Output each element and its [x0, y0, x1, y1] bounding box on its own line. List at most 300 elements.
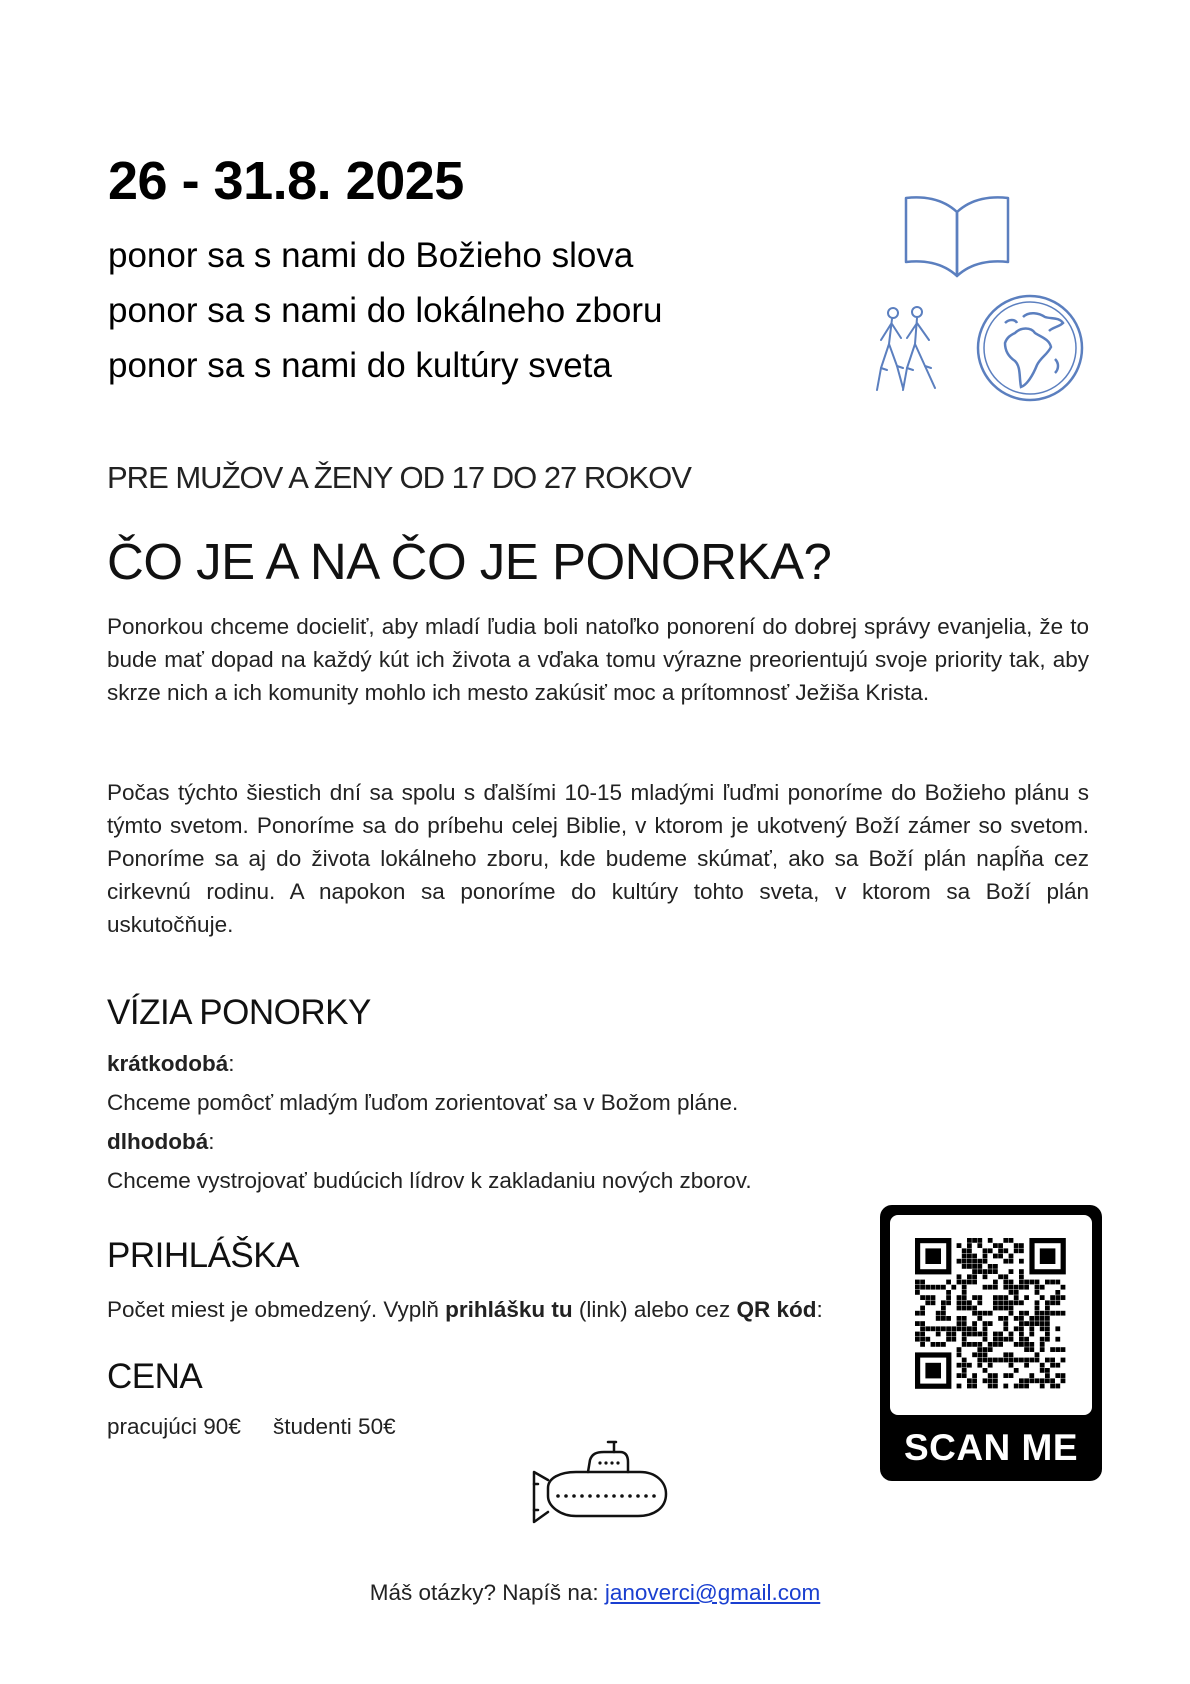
short-term-label: krátkodobá: [107, 1051, 229, 1076]
qr-module: [998, 1337, 1003, 1342]
qr-module: [998, 1243, 1003, 1248]
qr-module: [920, 1295, 925, 1300]
qr-module: [1035, 1290, 1040, 1295]
qr-module: [977, 1352, 982, 1357]
qr-module: [925, 1285, 930, 1290]
qr-module: [1029, 1326, 1034, 1331]
qr-module: [972, 1311, 977, 1316]
qr-module: [1019, 1384, 1024, 1389]
qr-module: [998, 1254, 1003, 1259]
qr-module: [998, 1316, 1003, 1321]
price-heading: CENA: [107, 1357, 203, 1396]
qr-module: [1040, 1295, 1045, 1300]
qr-module: [951, 1285, 956, 1290]
qr-module: [972, 1295, 977, 1300]
tagline-word: ponor sa s nami do Božieho slova: [108, 236, 634, 275]
qr-module: [957, 1295, 962, 1300]
qr-module: [931, 1300, 936, 1305]
qr-code: [890, 1215, 1092, 1415]
qr-module: [957, 1259, 962, 1264]
qr-module: [993, 1264, 998, 1269]
qr-module: [967, 1378, 972, 1383]
qr-module: [920, 1321, 925, 1326]
qr-module: [1019, 1274, 1024, 1279]
qr-module: [988, 1384, 993, 1389]
qr-module: [1040, 1321, 1045, 1326]
qr-module: [1014, 1368, 1019, 1373]
registration-text-before: Počet miest je obmedzený. Vyplň: [107, 1297, 446, 1322]
qr-module: [1003, 1285, 1008, 1290]
qr-module: [1009, 1285, 1014, 1290]
qr-module: [988, 1285, 993, 1290]
qr-module: [946, 1280, 951, 1285]
qr-module: [920, 1326, 925, 1331]
qr-module: [1055, 1337, 1060, 1342]
qr-module: [1029, 1332, 1034, 1337]
qr-module: [1014, 1358, 1019, 1363]
qr-module: [998, 1332, 1003, 1337]
qr-module: [1003, 1295, 1008, 1300]
qr-module: [1061, 1295, 1066, 1300]
qr-module: [988, 1373, 993, 1378]
qr-module: [1055, 1347, 1060, 1352]
qr-module: [1040, 1337, 1045, 1342]
qr-module: [1040, 1285, 1045, 1290]
registration-text-middle: (link) alebo cez: [572, 1297, 737, 1322]
qr-module: [1035, 1378, 1040, 1383]
main-heading: ČO JE A NA ČO JE PONORKA?: [107, 533, 832, 590]
qr-module: [977, 1238, 982, 1243]
qr-module: [983, 1259, 988, 1264]
qr-module: [1029, 1316, 1034, 1321]
qr-module: [957, 1373, 962, 1378]
qr-module: [957, 1316, 962, 1321]
qr-module: [1009, 1311, 1014, 1316]
qr-module: [972, 1238, 977, 1243]
qr-module: [977, 1259, 982, 1264]
qr-module: [962, 1248, 967, 1253]
qr-module: [988, 1363, 993, 1368]
qr-module: [941, 1316, 946, 1321]
qr-module: [1040, 1368, 1045, 1373]
qr-module: [972, 1321, 977, 1326]
qr-module: [998, 1342, 1003, 1347]
qr-module: [925, 1295, 930, 1300]
qr-module: [988, 1238, 993, 1243]
qr-module: [1029, 1347, 1034, 1352]
qr-module: [998, 1248, 1003, 1253]
qr-module: [1019, 1337, 1024, 1342]
qr-module: [993, 1342, 998, 1347]
qr-module: [920, 1332, 925, 1337]
qr-module: [993, 1332, 998, 1337]
qr-module: [977, 1316, 982, 1321]
qr-module: [972, 1378, 977, 1383]
qr-module: [1024, 1337, 1029, 1342]
qr-module: [972, 1269, 977, 1274]
qr-module: [915, 1280, 920, 1285]
qr-module: [983, 1274, 988, 1279]
qr-module: [915, 1311, 920, 1316]
event-date: 26 - 31.8. 2025: [108, 151, 464, 211]
qr-module: [1040, 1342, 1045, 1347]
qr-module: [1019, 1342, 1024, 1347]
contact-email-link[interactable]: janoverci@gmail.com: [604, 1580, 821, 1605]
qr-module: [1003, 1274, 1008, 1279]
qr-module: [1035, 1306, 1040, 1311]
qr-module: [1050, 1363, 1055, 1368]
qr-module: [1050, 1280, 1055, 1285]
qr-module: [972, 1254, 977, 1259]
vision-heading: VÍZIA PONORKY: [107, 993, 371, 1032]
qr-module: [983, 1321, 988, 1326]
qr-module: [972, 1326, 977, 1331]
qr-module: [993, 1269, 998, 1274]
qr-module: [957, 1384, 962, 1389]
qr-module: [1019, 1300, 1024, 1305]
qr-module: [983, 1368, 988, 1373]
qr-module: [967, 1280, 972, 1285]
qr-module: [1045, 1368, 1050, 1373]
qr-module: [1014, 1384, 1019, 1389]
qr-module: [1019, 1280, 1024, 1285]
qr-module: [1045, 1311, 1050, 1316]
qr-module: [957, 1352, 962, 1357]
qr-module: [920, 1342, 925, 1347]
qr-module: [962, 1368, 967, 1373]
qr-module: [977, 1342, 982, 1347]
qr-module: [1003, 1352, 1008, 1357]
qr-module: [1019, 1248, 1024, 1253]
qr-module: [998, 1306, 1003, 1311]
qr-module: [993, 1306, 998, 1311]
qr-module: [962, 1321, 967, 1326]
submarine-icon: [530, 1438, 670, 1538]
qr-module: [988, 1269, 993, 1274]
qr-module: [946, 1337, 951, 1342]
qr-module: [1003, 1337, 1008, 1342]
registration-link[interactable]: prihlášku tu: [445, 1297, 573, 1322]
qr-module: [1019, 1259, 1024, 1264]
qr-module: [957, 1280, 962, 1285]
qr-module: [1035, 1352, 1040, 1357]
qr-module: [920, 1306, 925, 1311]
qr-module: [1055, 1373, 1060, 1378]
qr-module: [957, 1306, 962, 1311]
qr-module: [1045, 1321, 1050, 1326]
footer-contact: [0, 1580, 1190, 1606]
qr-module: [983, 1337, 988, 1342]
long-term-label: dlhodobá: [107, 1129, 209, 1154]
qr-module: [998, 1358, 1003, 1363]
qr-module: [1050, 1300, 1055, 1305]
qr-module: [936, 1285, 941, 1290]
qr-module: [941, 1311, 946, 1316]
qr-module: [988, 1321, 993, 1326]
qr-module: [946, 1332, 951, 1337]
qr-module: [962, 1280, 967, 1285]
qr-module: [1014, 1290, 1019, 1295]
qr-module: [946, 1300, 951, 1305]
qr-module: [1014, 1243, 1019, 1248]
qr-module: [1024, 1347, 1029, 1352]
qr-module: [1014, 1342, 1019, 1347]
qr-module: [957, 1274, 962, 1279]
qr-module: [962, 1342, 967, 1347]
qr-module: [1014, 1285, 1019, 1290]
qr-module: [1003, 1373, 1008, 1378]
qr-module: [1019, 1326, 1024, 1331]
qr-module: [1045, 1373, 1050, 1378]
intro-paragraph: Ponorkou chceme docieliť, aby mladí ľudia boli natoľko ponorení do dobrej správy evanjelia, že to bude mať dopad na každý kút ich života a vďaka tomu výrazne preorientujú svoje priority tak, aby skrze nich a ich komunity mohlo ich mesto zakúsiť moc a prítomnosť Ježiša Krista.: [107, 614, 1089, 705]
qr-module: [1055, 1384, 1060, 1389]
qr-module: [962, 1264, 967, 1269]
short-term-label-line: [107, 1051, 235, 1077]
qr-module: [1040, 1326, 1045, 1331]
qr-module: [931, 1285, 936, 1290]
qr-module: [1019, 1378, 1024, 1383]
tagline-local-church: ponor sa s nami do lokálneho zboru: [108, 291, 663, 330]
qr-module: [1024, 1358, 1029, 1363]
qr-module: [951, 1332, 956, 1337]
qr-module: [967, 1342, 972, 1347]
qr-module: [1040, 1311, 1045, 1316]
qr-module: [1009, 1337, 1014, 1342]
qr-module: [1040, 1363, 1045, 1368]
qr-module: [972, 1306, 977, 1311]
qr-module: [1055, 1290, 1060, 1295]
qr-module: [967, 1300, 972, 1305]
qr-module: [1045, 1358, 1050, 1363]
qr-module: [1014, 1326, 1019, 1331]
qr-module: [931, 1326, 936, 1331]
qr-module: [998, 1300, 1003, 1305]
qr-module: [988, 1311, 993, 1316]
qr-module: [972, 1259, 977, 1264]
qr-module: [957, 1347, 962, 1352]
qr-module: [1009, 1238, 1014, 1243]
qr-module: [1009, 1269, 1014, 1274]
target-audience: PRE MUŽOV A ŽENY OD 17 DO 27 ROKOV: [107, 460, 691, 495]
qr-module: [1035, 1311, 1040, 1316]
qr-module: [1035, 1316, 1040, 1321]
short-term-text: Chceme pomôcť mladým ľuďom zorientovať sa v Božom pláne.: [107, 1090, 739, 1115]
qr-module: [962, 1285, 967, 1290]
qr-module: [1009, 1373, 1014, 1378]
qr-module: [962, 1300, 967, 1305]
qr-module: [1045, 1326, 1050, 1331]
qr-module: [977, 1347, 982, 1352]
qr-module: [972, 1373, 977, 1378]
qr-module: [1024, 1363, 1029, 1368]
qr-module: [967, 1274, 972, 1279]
walking-people-icon: [873, 304, 943, 394]
qr-module: [1009, 1300, 1014, 1305]
qr-code-card[interactable]: [880, 1205, 1102, 1481]
qr-module: [1040, 1384, 1045, 1389]
qr-module: [1014, 1248, 1019, 1253]
qr-module: [962, 1306, 967, 1311]
registration-text: [107, 1297, 823, 1323]
qr-finder-core: [925, 1248, 941, 1264]
qr-module: [967, 1264, 972, 1269]
qr-module: [1061, 1378, 1066, 1383]
qr-module: [962, 1295, 967, 1300]
qr-module: [1061, 1347, 1066, 1352]
qr-module: [1055, 1363, 1060, 1368]
qr-module: [936, 1342, 941, 1347]
qr-module: [962, 1337, 967, 1342]
qr-module: [967, 1259, 972, 1264]
qr-module: [988, 1264, 993, 1269]
qr-module: [931, 1342, 936, 1347]
qr-module: [941, 1342, 946, 1347]
qr-module: [988, 1347, 993, 1352]
qr-module: [988, 1378, 993, 1383]
qr-module: [977, 1264, 982, 1269]
scan-me-label: SCAN ME: [903, 1427, 1079, 1468]
qr-module: [957, 1300, 962, 1305]
qr-module: [983, 1254, 988, 1259]
qr-module: [967, 1254, 972, 1259]
qr-module: [925, 1337, 930, 1342]
qr-module: [915, 1337, 920, 1342]
qr-module: [1050, 1311, 1055, 1316]
qr-module: [967, 1243, 972, 1248]
qr-module: [1040, 1378, 1045, 1383]
qr-module: [1029, 1280, 1034, 1285]
long-term-label-line: [107, 1129, 215, 1155]
qr-module: [920, 1337, 925, 1342]
qr-module: [946, 1326, 951, 1331]
long-term-colon: :: [208, 1129, 215, 1154]
qr-module: [967, 1248, 972, 1253]
qr-module: [1045, 1316, 1050, 1321]
registration-heading: PRIHLÁŠKA: [107, 1236, 299, 1275]
qr-module: [962, 1316, 967, 1321]
qr-module: [977, 1332, 982, 1337]
qr-module: [967, 1306, 972, 1311]
qr-module: [983, 1358, 988, 1363]
qr-module: [998, 1295, 1003, 1300]
qr-module: [1024, 1384, 1029, 1389]
qr-module: [993, 1254, 998, 1259]
qr-module: [1009, 1358, 1014, 1363]
qr-module: [1009, 1290, 1014, 1295]
qr-module: [1009, 1280, 1014, 1285]
qr-module: [1045, 1378, 1050, 1383]
qr-module: [1040, 1316, 1045, 1321]
qr-module: [1014, 1316, 1019, 1321]
qr-module: [1029, 1378, 1034, 1383]
globe-icon: [975, 293, 1085, 403]
qr-module: [993, 1384, 998, 1389]
qr-module: [993, 1295, 998, 1300]
qr-module: [983, 1248, 988, 1253]
long-term-text: Chceme vystrojovať budúcich lídrov k zakladaniu nových zborov.: [107, 1168, 752, 1193]
qr-module: [1035, 1300, 1040, 1305]
qr-module: [1024, 1321, 1029, 1326]
qr-module: [1035, 1280, 1040, 1285]
qr-module: [1019, 1243, 1024, 1248]
qr-module: [1019, 1269, 1024, 1274]
qr-module: [931, 1295, 936, 1300]
qr-module: [988, 1342, 993, 1347]
qr-module: [972, 1274, 977, 1279]
qr-module: [1045, 1337, 1050, 1342]
qr-module: [957, 1363, 962, 1368]
qr-module: [972, 1280, 977, 1285]
qr-module: [1024, 1378, 1029, 1383]
qr-module: [1019, 1285, 1024, 1290]
program-paragraph: Počas týchto šiestich dní sa spolu s ďalšími 10-15 mladými ľuďmi ponoríme do Božieho plánu s týmto svetom. Ponoríme sa do príbehu celej Biblie, v ktorom je ukotvený Boží zámer so svetom. Ponoríme sa aj do života lokálneho zboru, kde budeme skúmať, ako sa Boží plán napĺňa cez cirkevnú rodinu. A napokon sa ponoríme do kultúry tohto sveta, v ktorom sa Boží plán uskutočňuje.: [107, 780, 1089, 937]
qr-module: [983, 1311, 988, 1316]
qr-module: [1045, 1280, 1050, 1285]
qr-module: [941, 1285, 946, 1290]
qr-module: [915, 1285, 920, 1290]
qr-module: [1061, 1358, 1066, 1363]
qr-module: [1019, 1321, 1024, 1326]
qr-module: [983, 1285, 988, 1290]
qr-module: [962, 1363, 967, 1368]
qr-module: [1003, 1358, 1008, 1363]
qr-module: [972, 1352, 977, 1357]
qr-module: [962, 1373, 967, 1378]
qr-module: [988, 1358, 993, 1363]
qr-module: [972, 1342, 977, 1347]
qr-module: [1050, 1295, 1055, 1300]
qr-module: [1024, 1311, 1029, 1316]
qr-module: [1045, 1300, 1050, 1305]
qr-module: [915, 1321, 920, 1326]
qr-module: [936, 1332, 941, 1337]
qr-module: [993, 1300, 998, 1305]
qr-module: [1003, 1238, 1008, 1243]
qr-module: [967, 1332, 972, 1337]
qr-module: [1029, 1342, 1034, 1347]
qr-module: [1003, 1384, 1008, 1389]
qr-module: [920, 1311, 925, 1316]
qr-module: [1014, 1300, 1019, 1305]
qr-module: [957, 1326, 962, 1331]
qr-module: [941, 1306, 946, 1311]
qr-module: [1024, 1280, 1029, 1285]
qr-module: [977, 1358, 982, 1363]
qr-finder-core: [1040, 1248, 1056, 1264]
qr-module: [1055, 1311, 1060, 1316]
qr-code-mention: QR kód: [736, 1297, 817, 1322]
qr-module: [977, 1300, 982, 1305]
qr-module: [1035, 1285, 1040, 1290]
qr-module: [983, 1378, 988, 1383]
qr-module: [946, 1295, 951, 1300]
qr-module: [1019, 1316, 1024, 1321]
qr-module: [972, 1384, 977, 1389]
tagline-culture: ponor sa s nami do kultúry sveta: [108, 346, 612, 385]
qr-module: [925, 1300, 930, 1305]
qr-module: [972, 1332, 977, 1337]
qr-module: [1003, 1248, 1008, 1253]
qr-module: [1009, 1259, 1014, 1264]
qr-module: [1050, 1384, 1055, 1389]
qr-module: [983, 1352, 988, 1357]
qr-module: [967, 1238, 972, 1243]
qr-module: [962, 1254, 967, 1259]
qr-module: [998, 1274, 1003, 1279]
qr-module: [993, 1285, 998, 1290]
qr-module: [1009, 1306, 1014, 1311]
qr-module: [1003, 1300, 1008, 1305]
